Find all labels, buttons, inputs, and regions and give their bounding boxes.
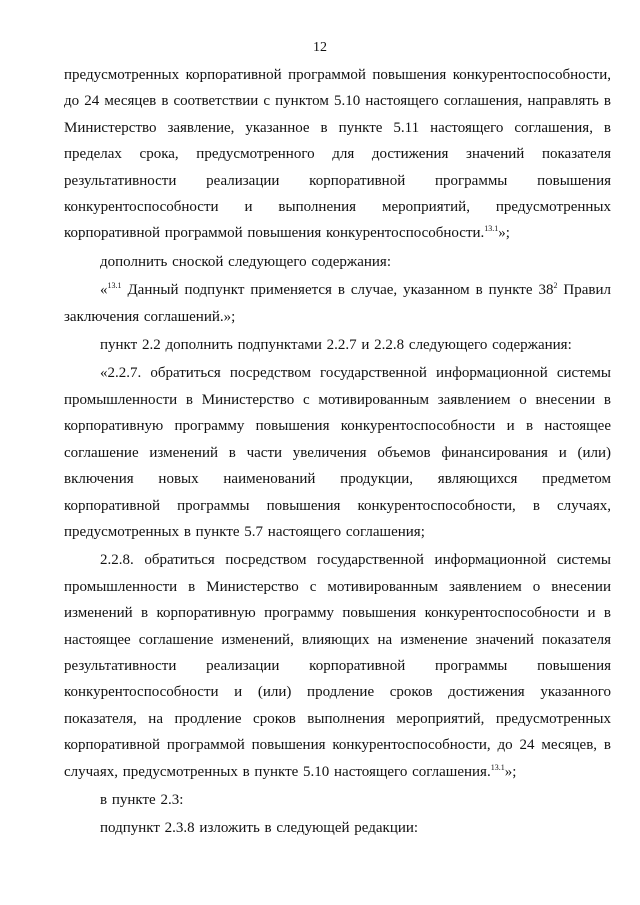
paragraph-5: «2.2.7. обратиться посредством государственной информационной системы промышленности в Министерство с мотивированным заявлением о внесении в корпоративную программу повышения конкурентоспособности и в настоящее соглашение изменений в части увеличения объемов финансирования и (или) включения новых наименований продукции, являющихся предметом корпоративной программы повышения конкурентоспособности, в случаях, предусмотренных в пункте 5.7 настоящего соглашения; (64, 365, 611, 540)
paragraph-6-tail: »; (504, 763, 517, 780)
footnote-superscript: 2 (553, 281, 558, 291)
paragraph-7: в пункте 2.3: (100, 791, 184, 808)
footnote-text-b: Правил заключения соглашений.»; (64, 282, 611, 325)
paragraph-1-text: предусмотренных корпоративной программой повышения конкурентоспособности, до 24 месяцев в соответствии с пунктом 5.10 настоящего соглашения, направлять в Министерство заявление, указанное в пункте 5.11 настоящего соглашения, в пределах срока, предусмотренного для достижения значений показателя результативности реализации корпоративной программы повышения конкурентоспособности и выполнения мероприятий, предусмотренных корпоративной программой повышения конкурентоспособности. (64, 67, 611, 242)
footnote-mark: 13.1 (107, 281, 122, 291)
paragraph-1 (64, 62, 611, 247)
paragraph-4: пункт 2.2 дополнить подпунктами 2.2.7 и 2.2.8 следующего содержания: (100, 337, 572, 354)
footnote-open-quote: « (100, 282, 108, 299)
paragraph-6-text: 2.2.8. обратиться посредством государственной информационной системы промышленности в Министерство с мотивированным заявлением о внесении изменений в корпоративную программу повышения конкурентоспособности и в настоящее соглашение изменений, влияющих на изменение значений показателя результативности реализации корпоративной программы повышения конкурентоспособности и (или) продление сроков достижения указанного показателя, на продление сроков выполнения мероприятий, предусмотренных корпоративной программой повышения конкурентоспособности, до 24 месяцев, в случаях, предусмотренных в пункте 5.10 настоящего соглашения. (64, 552, 611, 780)
paragraph-2: дополнить сноской следующего содержания: (100, 253, 392, 270)
paragraph-8: подпункт 2.3.8 изложить в следующей редакции: (100, 820, 419, 837)
paragraph-1-tail: »; (498, 225, 510, 242)
page-number: 12 (313, 40, 327, 55)
document-body (64, 62, 611, 842)
footnote-ref: 13.1 (484, 224, 499, 234)
footnote-text-a: Данный подпункт применяется в случае, указанном в пункте 38 (121, 282, 554, 299)
paragraph-6 (64, 547, 611, 785)
footnote-ref: 13.1 (490, 762, 505, 772)
paragraph-3 (64, 277, 611, 330)
